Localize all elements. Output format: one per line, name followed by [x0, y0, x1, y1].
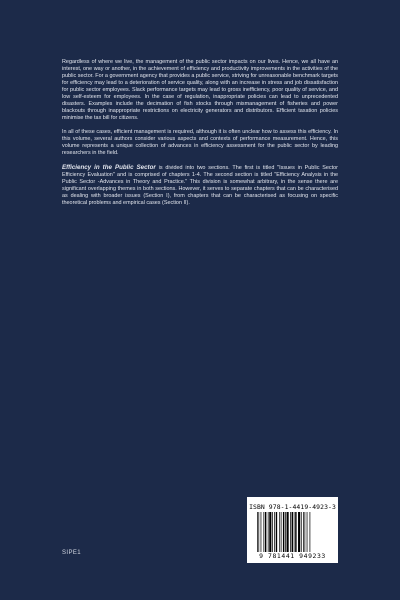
blurb-paragraph-2: In all of these cases, efficient management is required, although it is often unclear how to assess this efficiency. In this volume, several authors consider various aspects and contexts of performance measurement. Hence, this volume represents a unique collection of advances in efficiency assessment for the public sector by leading researchers in the field. [62, 129, 338, 157]
blurb-paragraph-3-body: is divided into two sections. The first is titled "Issues in Public Sector Efficiency Evaluation" and is comprised of chapters 1-4. The second section is titled "Efficiency Analysis in the Public Sector -Advances in Theory and Practice." This division is somewhat arbitrary, in the sense there are significant overlapping themes in both sections. However, it serves to separate chapters that can be characterised as dealing with broader issues (Section I), from chapters that can be characterised as focusing on specific theoretical problems and empirical cases (Section II). [62, 164, 338, 207]
barcode-icon [257, 512, 328, 552]
blurb-paragraph-1: Regardless of where we live, the management of the public sector impacts on our lives. Hence, we all have an interest, one way or another, in the achievement of efficiency and productivity improvements in the activities of the public sector. For a government agency that provides a public service, striving for unreasonable benchmark targets for efficiency may lead to a deterioration of service quality, along with an increase in stress and job dissatisfaction for public sector employees. Slack performance targets may lead to gross inefficiency, poor quality of service, and low self-esteem for employees. In the case of regulation, inappropriate policies can lead to unprecedented disasters. Examples include the decimation of fish stocks through mismanagement of fisheries and power blackouts through inappropriate restrictions on electricity generators and distributors. Efficient taxation policies minimise the tax bill for citizens. [62, 59, 338, 122]
barcode-box [247, 497, 338, 563]
blurb-paragraph-3 [62, 164, 338, 207]
blurb-text [62, 59, 338, 214]
book-title: Efficiency in the Public Sector [62, 163, 156, 171]
ean-number: 9 781441 949233 [259, 552, 326, 560]
isbn-label: ISBN 978-1-4419-4923-3 [249, 503, 336, 511]
series-code: SIPE1 [62, 550, 82, 556]
